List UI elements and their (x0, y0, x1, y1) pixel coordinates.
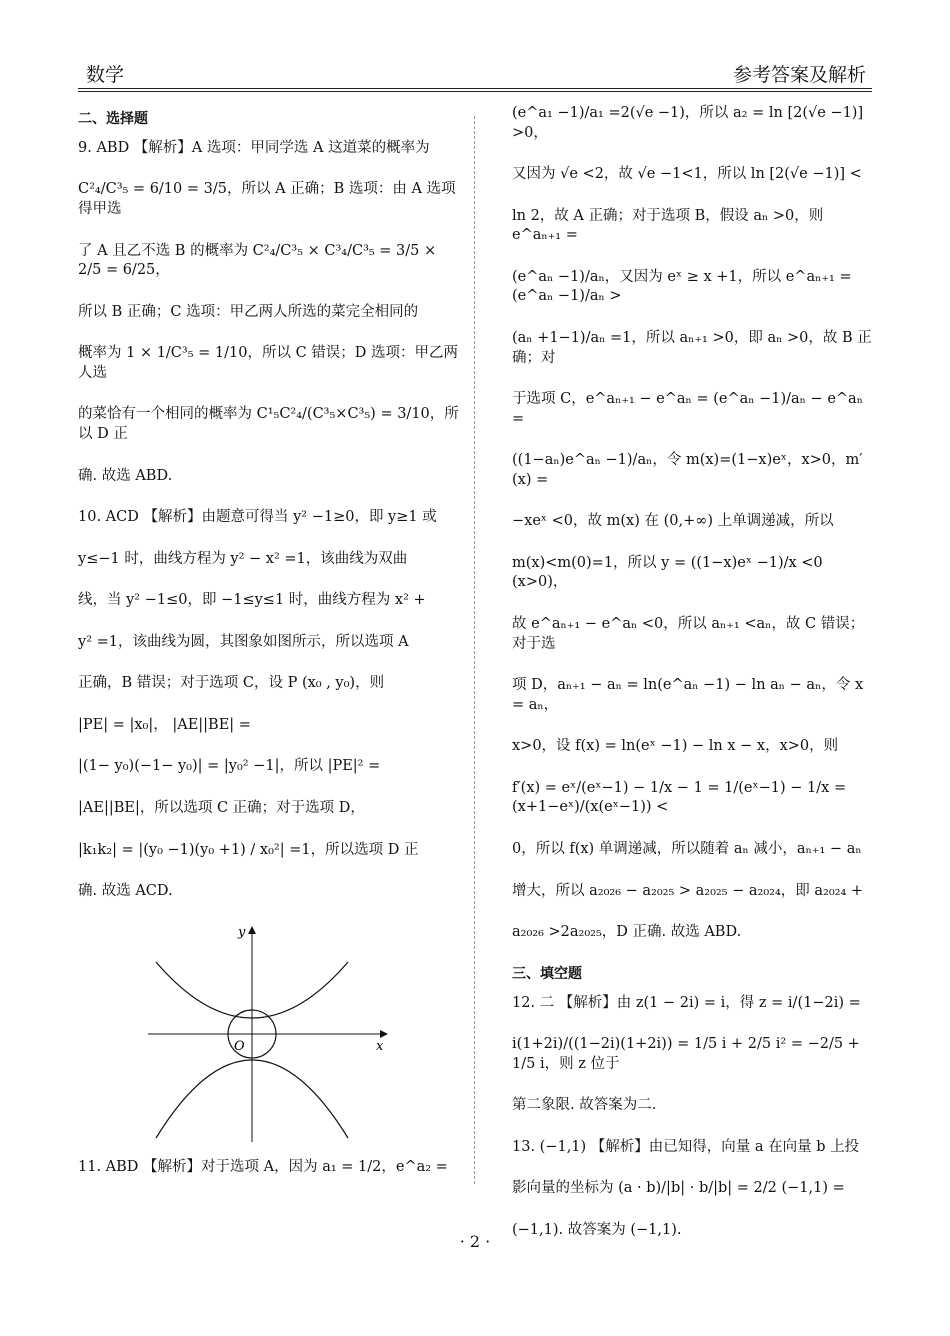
q11-line: x>0，设 f(x) = ln(eˣ −1) − ln x − x，x>0，则 (512, 738, 839, 755)
section-title-multiple-choice: 二、选择题 (78, 111, 148, 127)
q11-line: ((1−aₙ)e^aₙ −1)/aₙ，令 m(x)=(1−x)eˣ，x>0，m′(x) = (512, 452, 863, 488)
y-axis-label: y (238, 924, 246, 940)
left-column (78, 104, 462, 1199)
q9-line: 了 A 且乙不选 B 的概率为 C²₄/C³₅ × C³₄/C³₅ = 3/5 × 2/5 = 6/25， (78, 242, 437, 279)
q10-line: 10. ACD 【解析】由题意可得当 y² −1≥0，即 y≥1 或 (78, 509, 437, 526)
q9-line: 9. ABD 【解析】A 选项：甲同学选 A 这道菜的概率为 (78, 139, 430, 156)
curve-figure (148, 924, 398, 1144)
q10-line: y² =1，该曲线为圆，其图象如图所示，所以选项 A (78, 633, 409, 650)
q13-line: 影向量的坐标为 (a · b)/|b| · b/|b| = 2/2 (−1,1) = (512, 1180, 845, 1197)
q9-line: C²₄/C³₅ = 6/10 = 3/5，所以 A 正确；B 选项：由 A 选项得甲选 (78, 181, 456, 218)
q10-line: |(1− y₀)(−1− y₀)| = |y₀² −1|，所以 |PE|² = (78, 758, 381, 775)
q9-line: 确. 故选 ABD. (78, 467, 173, 484)
q11-line: −xeˣ <0，故 m(x) 在 (0,+∞) 上单调递减，所以 (512, 513, 834, 530)
q12-line: i(1+2i)/((1−2i)(1+2i)) = 1/5 i + 2/5 i² = −2/5 + 1/5 i，则 z 位于 (512, 1036, 860, 1072)
right-column (512, 104, 874, 1262)
q11-line: 于选项 C，e^aₙ₊₁ − e^aₙ = (e^aₙ −1)/aₙ − e^aₙ = (512, 391, 863, 427)
q11-start: 11. ABD 【解析】对于选项 A，因为 a₁ = 1/2，e^a₂ = (78, 1158, 448, 1175)
q12-line: 第二象限. 故答案为二. (512, 1097, 657, 1114)
q10-line: 正确，B 错误；对于选项 C，设 P (x₀ , y₀)，则 (78, 675, 385, 692)
q13-line: (−1,1). 故答案为 (−1,1). (512, 1221, 682, 1238)
header-rule (78, 88, 872, 89)
q11-line: 又因为 √e <2，故 √e −1<1，所以 ln [2(√e −1)] < (512, 166, 862, 183)
q10-line: 确. 故选 ACD. (78, 883, 173, 900)
x-axis-label: x (376, 1038, 384, 1054)
q10-line: |PE| = |x₀|， |AE||BE| = (78, 716, 251, 733)
q10-line: |k₁k₂| = |(y₀ −1)(y₀ +1) / x₀²| =1，所以选项 D 正 (78, 841, 419, 858)
q9-line: 概率为 1 × 1/C³₅ = 1/10，所以 C 错误；D 选项：甲乙两人选 (78, 345, 459, 381)
page-header (78, 56, 872, 88)
question-9 (78, 139, 462, 486)
q9-line: 所以 B 正确；C 选项：甲乙两人所选的菜完全相同的 (78, 303, 419, 320)
q9-line: 的菜恰有一个相同的概率为 C¹₅C²₄/(C³₅×C³₅) = 3/10，所以 D 正 (78, 406, 459, 442)
q13-line: 13. (−1,1) 【解析】由已知得，向量 a 在向量 b 上投 (512, 1138, 860, 1155)
q12-line: 12. 二 【解析】由 z(1 − 2i) = i，得 z = i/(1−2i) = (512, 994, 861, 1011)
q11-line: ln 2，故 A 正确；对于选项 B，假设 aₙ >0，则 e^aₙ₊₁ = (512, 207, 824, 244)
q10-line: y≤−1 时，曲线方程为 y² − x² =1，该曲线为双曲 (78, 550, 408, 567)
document-title: 参考答案及解析 (732, 64, 866, 86)
question-12 (512, 994, 874, 1116)
q11-line: (e^a₁ −1)/a₁ =2(√e −1)，所以 a₂ = ln [2(√e −1)] >0， (512, 105, 864, 141)
q11-line: f′(x) = eˣ/(eˣ−1) − 1/x − 1 = 1/(eˣ−1) − 1/x = (x+1−eˣ)/(x(eˣ−1)) < (512, 779, 847, 816)
q11-line: (e^aₙ −1)/aₙ，又因为 eˣ ≥ x +1，所以 e^aₙ₊₁ = (e^aₙ −1)/aₙ > (512, 268, 852, 305)
question-10 (78, 508, 462, 902)
origin-label: O (234, 1038, 245, 1054)
q10-line: |AE||BE|，所以选项 C 正确；对于选项 D， (78, 800, 365, 817)
header-rule-thin (78, 91, 872, 92)
column-divider (474, 116, 475, 1184)
q10-line: 线，当 y² −1≤0，即 −1≤y≤1 时，曲线方程为 x² + (78, 592, 426, 609)
q11-line: 增大，所以 a₂₀₂₆ − a₂₀₂₅ > a₂₀₂₅ − a₂₀₂₄，即 a₂₀₂₄ + (512, 882, 864, 899)
curve-figure-svg (148, 924, 398, 1144)
section-title-fill-in: 三、填空题 (512, 965, 582, 982)
q11-line: 故 e^aₙ₊₁ − e^aₙ <0，所以 aₙ₊₁ <aₙ，故 C 错误；对于选 (512, 616, 865, 652)
q11-line: a₂₀₂₆ >2a₂₀₂₅，D 正确. 故选 ABD. (512, 924, 742, 941)
question-13 (512, 1138, 874, 1241)
subject-label: 数学 (86, 64, 125, 86)
question-11-cont (512, 104, 874, 943)
q11-line: 0，所以 f(x) 单调递减，所以随着 aₙ 减小，aₙ₊₁ − aₙ (512, 840, 862, 857)
q11-line: 项 D，aₙ₊₁ − aₙ = ln(e^aₙ −1) − ln aₙ − aₙ，令 x = aₙ， (512, 677, 864, 713)
q11-line: (aₙ +1−1)/aₙ =1，所以 aₙ₊₁ >0，即 aₙ >0，故 B 正确；对 (512, 329, 872, 366)
q11-line: m(x)<m(0)=1，所以 y = ((1−x)eˣ −1)/x <0 (x>0)， (512, 554, 823, 591)
page-number: · 2 · (459, 1232, 491, 1251)
